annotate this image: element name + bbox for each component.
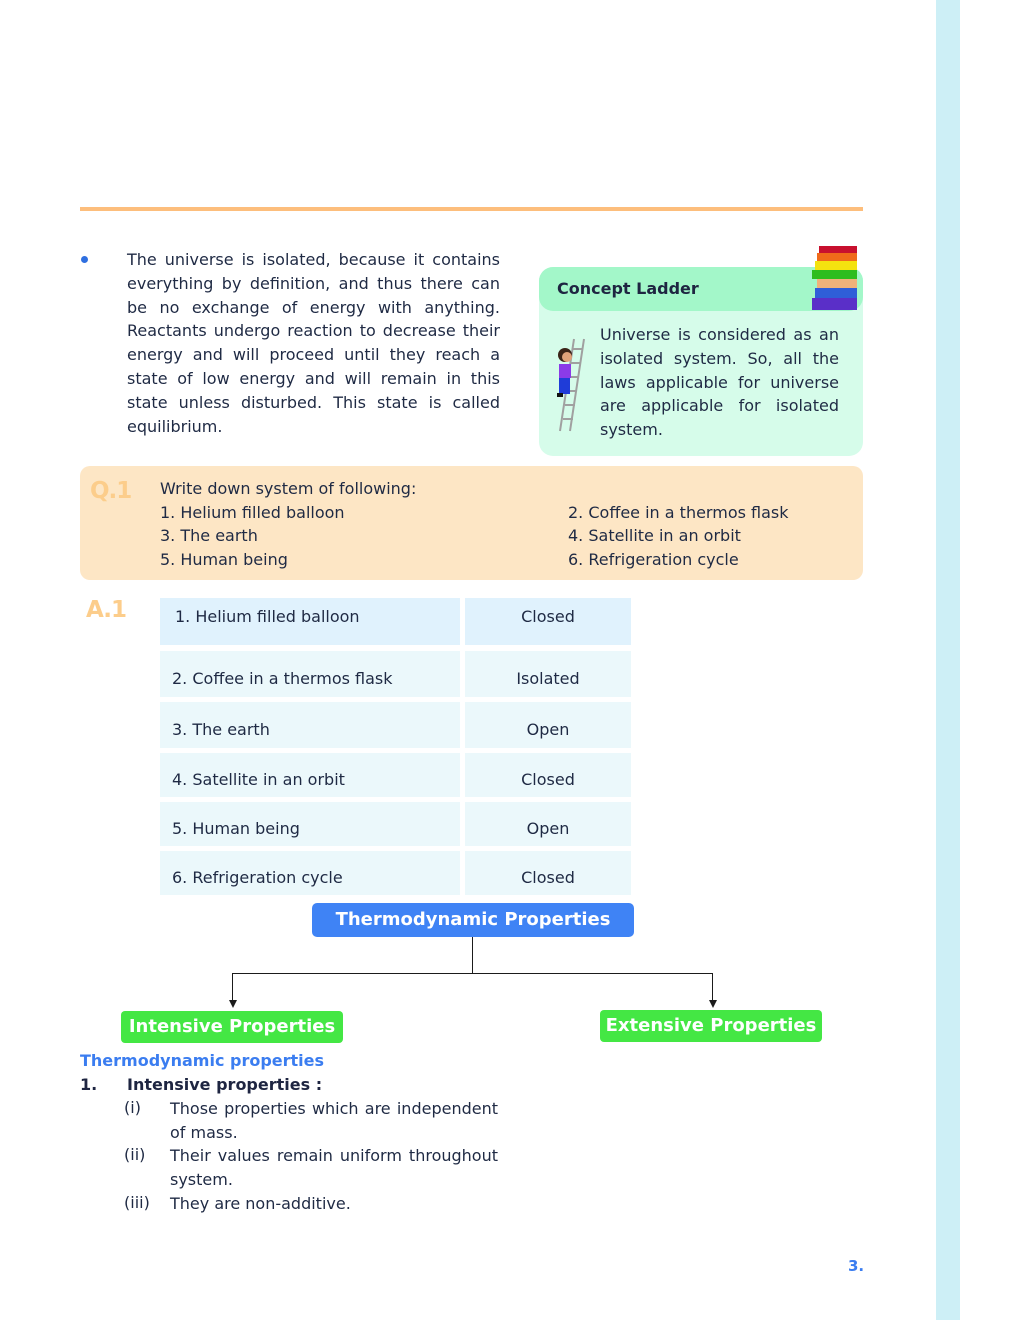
connector-line bbox=[472, 937, 473, 974]
table-row bbox=[160, 851, 631, 895]
bullet-icon bbox=[81, 256, 88, 263]
table-cell-system: Open bbox=[465, 802, 631, 846]
table-cell-system: Open bbox=[465, 702, 631, 748]
concept-ladder-box bbox=[539, 267, 863, 456]
table-cell-item: 5. Human being bbox=[160, 802, 460, 846]
extensive-properties-node: Extensive Properties bbox=[600, 1010, 822, 1042]
intro-paragraph: The universe is isolated, because it contains everything by definition, and thus there can be no exchange of energy with anything. Reactants undergo reaction to decrease their energy and will proceed until they reach a state of low energy and will remain in this state unless disturbed. This state is called equilibrium. bbox=[127, 250, 500, 436]
subsection-title: Intensive properties : bbox=[127, 1075, 323, 1094]
answer-label: A.1 bbox=[86, 597, 126, 623]
table-row bbox=[160, 702, 631, 748]
list-number: 1. bbox=[80, 1075, 98, 1094]
girl-climbing-ladder-icon bbox=[554, 337, 588, 433]
roman-numeral: (iii) bbox=[124, 1193, 150, 1212]
arrow-down-icon bbox=[709, 1000, 717, 1008]
table-cell-item: 3. The earth bbox=[160, 702, 460, 748]
section-heading: Thermodynamic properties bbox=[80, 1051, 325, 1070]
table-row bbox=[160, 802, 631, 846]
connector-line bbox=[232, 973, 233, 1002]
question-item: 1. Helium filled balloon bbox=[160, 503, 345, 522]
book-stack-icon bbox=[811, 246, 859, 312]
list-item: They are non-additive. bbox=[170, 1194, 351, 1213]
table-cell-item: 4. Satellite in an orbit bbox=[160, 753, 460, 797]
question-prompt: Write down system of following: bbox=[160, 479, 417, 498]
table-cell-system: Closed bbox=[465, 598, 631, 645]
connector-line bbox=[232, 973, 713, 974]
list-item: Those properties which are independent of mass. bbox=[170, 1099, 498, 1142]
connector-line bbox=[712, 973, 713, 1002]
table-cell-system: Closed bbox=[465, 753, 631, 797]
table-cell-item: 2. Coffee in a thermos flask bbox=[160, 651, 460, 697]
question-label: Q.1 bbox=[90, 478, 132, 504]
table-cell-item: 1. Helium filled balloon bbox=[160, 598, 460, 645]
table-cell-item: 6. Refrigeration cycle bbox=[160, 851, 460, 895]
roman-numeral: (ii) bbox=[124, 1145, 146, 1164]
table-row bbox=[160, 598, 631, 645]
roman-numeral: (i) bbox=[124, 1098, 141, 1117]
page-number: 3. bbox=[848, 1257, 865, 1275]
question-item: 2. Coffee in a thermos flask bbox=[568, 503, 789, 522]
table-row bbox=[160, 753, 631, 797]
page-side-strip bbox=[936, 0, 960, 1320]
top-divider-rule bbox=[80, 207, 863, 211]
table-cell-system: Isolated bbox=[465, 651, 631, 697]
question-box bbox=[80, 466, 863, 580]
list-item: Their values remain uniform throughout system. bbox=[170, 1146, 498, 1189]
question-item: 6. Refrigeration cycle bbox=[568, 550, 739, 569]
question-item: 3. The earth bbox=[160, 526, 258, 545]
table-cell-system: Closed bbox=[465, 851, 631, 895]
thermodynamic-properties-node: Thermodynamic Properties bbox=[312, 903, 634, 937]
concept-ladder-text: Universe is considered as an isolated system. So, all the laws applicable for universe are applicable for isolated system. bbox=[600, 325, 839, 440]
concept-ladder-title: Concept Ladder bbox=[557, 279, 699, 298]
intensive-properties-node: Intensive Properties bbox=[121, 1011, 343, 1043]
table-row bbox=[160, 651, 631, 697]
arrow-down-icon bbox=[229, 1000, 237, 1008]
question-item: 4. Satellite in an orbit bbox=[568, 526, 741, 545]
question-item: 5. Human being bbox=[160, 550, 288, 569]
